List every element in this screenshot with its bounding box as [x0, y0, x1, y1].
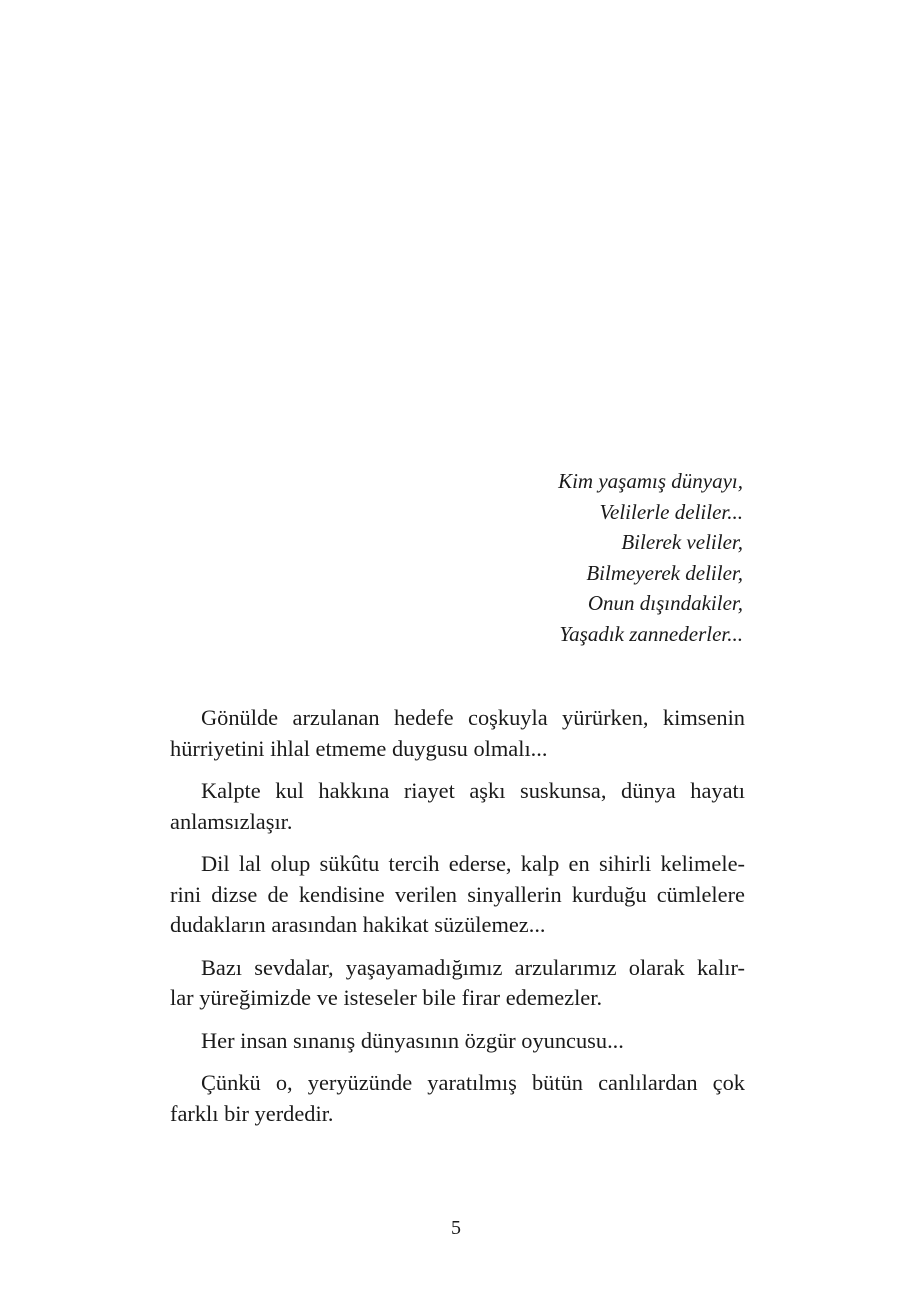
paragraph — [170, 1068, 745, 1129]
paragraph — [170, 1026, 745, 1057]
epigraph-line: Yaşadık zannederler... — [559, 621, 743, 646]
paragraph — [170, 849, 745, 941]
paragraph-line: Kalpte kul hakkına riayet aşkı suskunsa, dünya hayatı — [201, 778, 745, 803]
paragraph — [170, 953, 745, 1014]
paragraph-line: farklı bir yerdedir. — [170, 1100, 334, 1126]
page-number: 5 — [451, 1217, 461, 1239]
epigraph-line: Bilerek veliler, — [621, 530, 743, 554]
paragraph-line: Çünkü o, yeryüzünde yaratılmış bütün canlılardan çok — [201, 1070, 745, 1095]
paragraph-line: dudakların arasından hakikat süzülemez... — [170, 912, 546, 937]
paragraph-line: Bazı sevdalar, yaşayamadığımız arzularımız olarak kalır- — [201, 954, 745, 980]
paragraph-line: anlamsızlaşır. — [170, 808, 293, 834]
paragraph — [170, 703, 745, 764]
epigraph-line: Kim yaşamış dünyayı, — [558, 469, 743, 493]
paragraph-line: Gönülde arzulanan hedefe coşkuyla yürürken, kimsenin — [201, 705, 745, 730]
body-text — [170, 703, 745, 1141]
paragraph-line: Dil lal olup sükûtu tercih ederse, kalp en sihirli kelimele- — [201, 851, 745, 876]
epigraph-line: Bilmeyerek deliler, — [586, 560, 743, 585]
epigraph-poem — [343, 466, 743, 649]
paragraph-line: lar yüreğimizde ve isteseler bile firar edemezler. — [170, 985, 603, 1010]
epigraph-line: Onun dışındakiler, — [587, 591, 743, 615]
paragraph-line: Her insan sınanış dünyasının özgür oyuncusu... — [201, 1027, 624, 1053]
paragraph-line: hürriyetini ihlal etmeme duygusu olmalı... — [170, 735, 548, 761]
paragraph — [170, 776, 745, 837]
epigraph-line: Velilerle deliler... — [599, 499, 743, 524]
paragraph-line: rini dizse de kendisine verilen sinyallerin kurduğu cümlelere — [170, 881, 745, 907]
